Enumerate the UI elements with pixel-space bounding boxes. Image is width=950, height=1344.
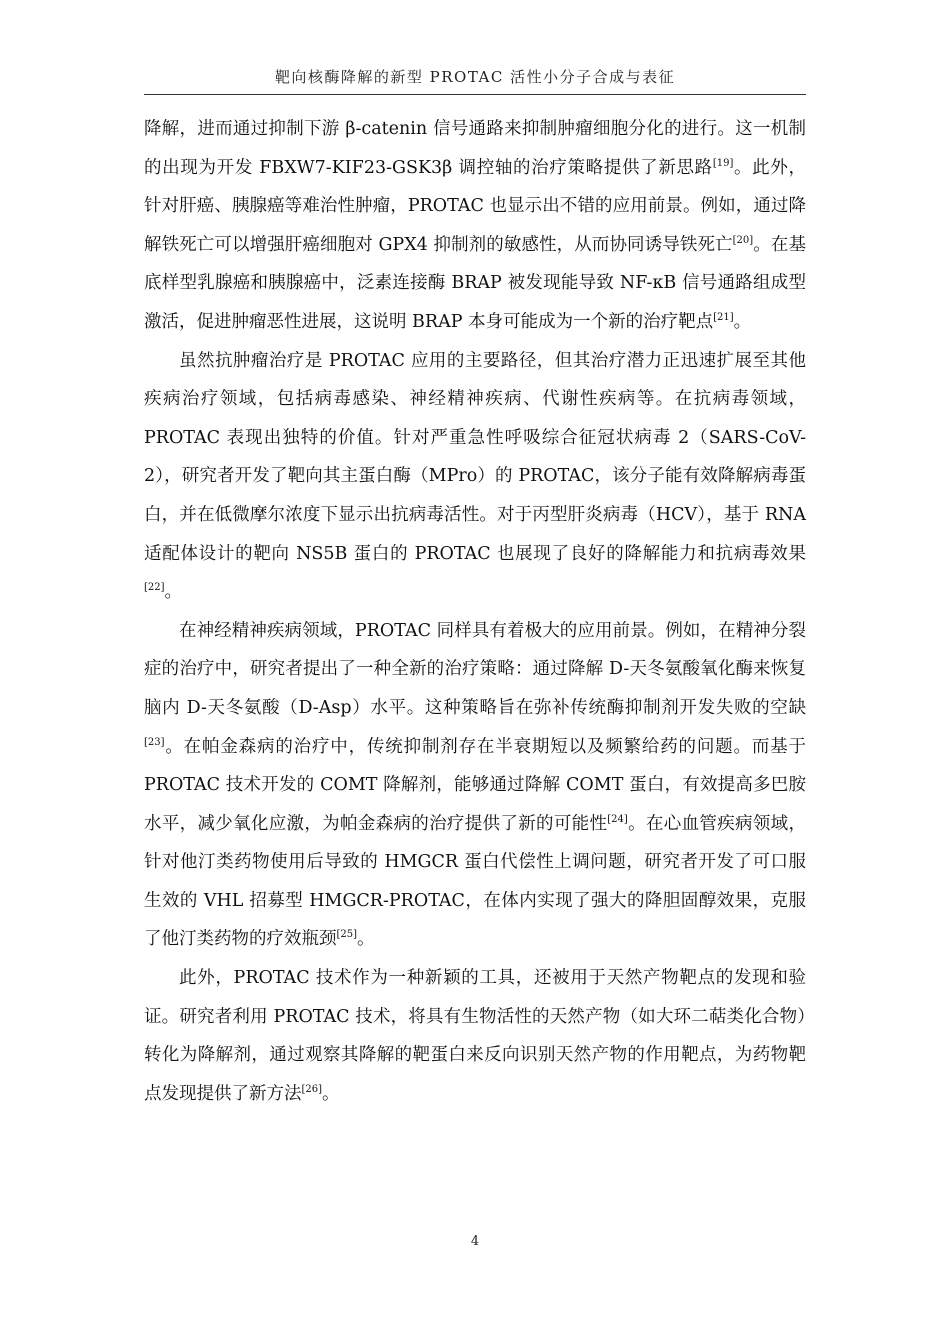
paragraph: [144, 342, 806, 612]
citation-ref: [24]: [607, 813, 628, 825]
text-run: 。在心血管疾病领域，针对他汀类药物使用后导致的 HMGCR 蛋白代偿性上调问题，研究者开发了可口服生效的 VHL 招募型 HMGCR-PROTAC，在体内实现了强大的降胆固醇效果，克服了他汀类药物的疗效瓶颈: [144, 813, 806, 950]
text-run: 。: [164, 582, 183, 603]
text-run: 。: [357, 929, 375, 950]
header-rule: [144, 94, 806, 95]
text-run: 虽然抗肿瘤治疗是 PROTAC 应用的主要路径，但其治疗潜力正迅速扩展至其他疾病治疗领域，包括病毒感染、神经精神疾病、代谢性疾病等。在抗病毒领域，PROTAC 表现出独特的价值。针对严重急性呼吸综合征冠状病毒 2（SARS-CoV-2），研究者开发了靶向其主蛋白酶（MPro）的 PROTAC，该分子能有效降解病毒蛋白，并在低微摩尔浓度下显示出抗病毒活性。对于丙型肝炎病毒（HCV），基于 RNA 适配体设计的靶向 NS5B 蛋白的 PROTAC 也展现了良好的降解能力和抗病毒效果: [144, 350, 806, 564]
text-run: 降解，进而通过抑制下游 β-catenin 信号通路来抑制肿瘤细胞分化的进行。这一机制的出现为开发 FBXW7-KIF23-GSK3β 调控轴的治疗策略提供了新思路: [144, 119, 806, 178]
text-run: 。此外，针对肝癌、胰腺癌等难治性肿瘤，PROTAC 也显示出不错的应用前景。例如，通过降解铁死亡可以增强肝癌细胞对 GPX4 抑制剂的敏感性，从而协同诱导铁死亡: [144, 157, 806, 255]
text-run: 在神经精神疾病领域，PROTAC 同样具有着极大的应用前景。例如，在精神分裂症的治疗中，研究者提出了一种全新的治疗策略：通过降解 D-天冬氨酸氧化酶来恢复脑内 D-天冬氨酸（D-Asp）水平。这种策略旨在弥补传统酶抑制剂开发失败的空缺: [144, 620, 806, 718]
citation-ref: [20]: [732, 234, 754, 246]
text-run: 此外，PROTAC 技术作为一种新颖的工具，还被用于天然产物靶点的发现和验证。研究者利用 PROTAC 技术，将具有生物活性的天然产物（如大环二萜类化合物）转化为降解剂，通过观察其降解的靶蛋白来反向识别天然产物的作用靶点，为药物靶点发现提供了新方法: [144, 968, 806, 1104]
text-run: 。: [733, 311, 752, 332]
paragraph: [144, 110, 806, 342]
text-run: 。在帕金森病的治疗中，传统抑制剂存在半衰期短以及频繁给药的问题。而基于 PROTAC 技术开发的 COMT 降解剂，能够通过降解 COMT 蛋白，有效提高多巴胺水平，减少氧化应激，为帕金森病的治疗提供了新的可能性: [144, 736, 806, 834]
citation-ref: [26]: [301, 1083, 323, 1095]
text-run: 。在基底样型乳腺癌和胰腺癌中，泛素连接酶 BRAP 被发现能导致 NF-κB 信号通路组成型激活，促进肿瘤恶性进展，这说明 BRAP 本身可能成为一个新的治疗靶点: [144, 234, 806, 332]
citation-ref: [23]: [144, 736, 165, 748]
citation-ref: [21]: [713, 311, 734, 323]
citation-ref: [19]: [712, 157, 734, 169]
citation-ref: [22]: [144, 582, 165, 594]
text-run: 。: [322, 1083, 340, 1104]
paragraph: [144, 612, 806, 959]
body-text: [144, 110, 806, 1113]
running-header: 靶向核酶降解的新型 PROTAC 活性小分子合成与表征: [274, 68, 676, 86]
paragraph: [144, 959, 806, 1113]
citation-ref: [25]: [336, 929, 358, 941]
page-number: 4: [470, 1234, 480, 1249]
